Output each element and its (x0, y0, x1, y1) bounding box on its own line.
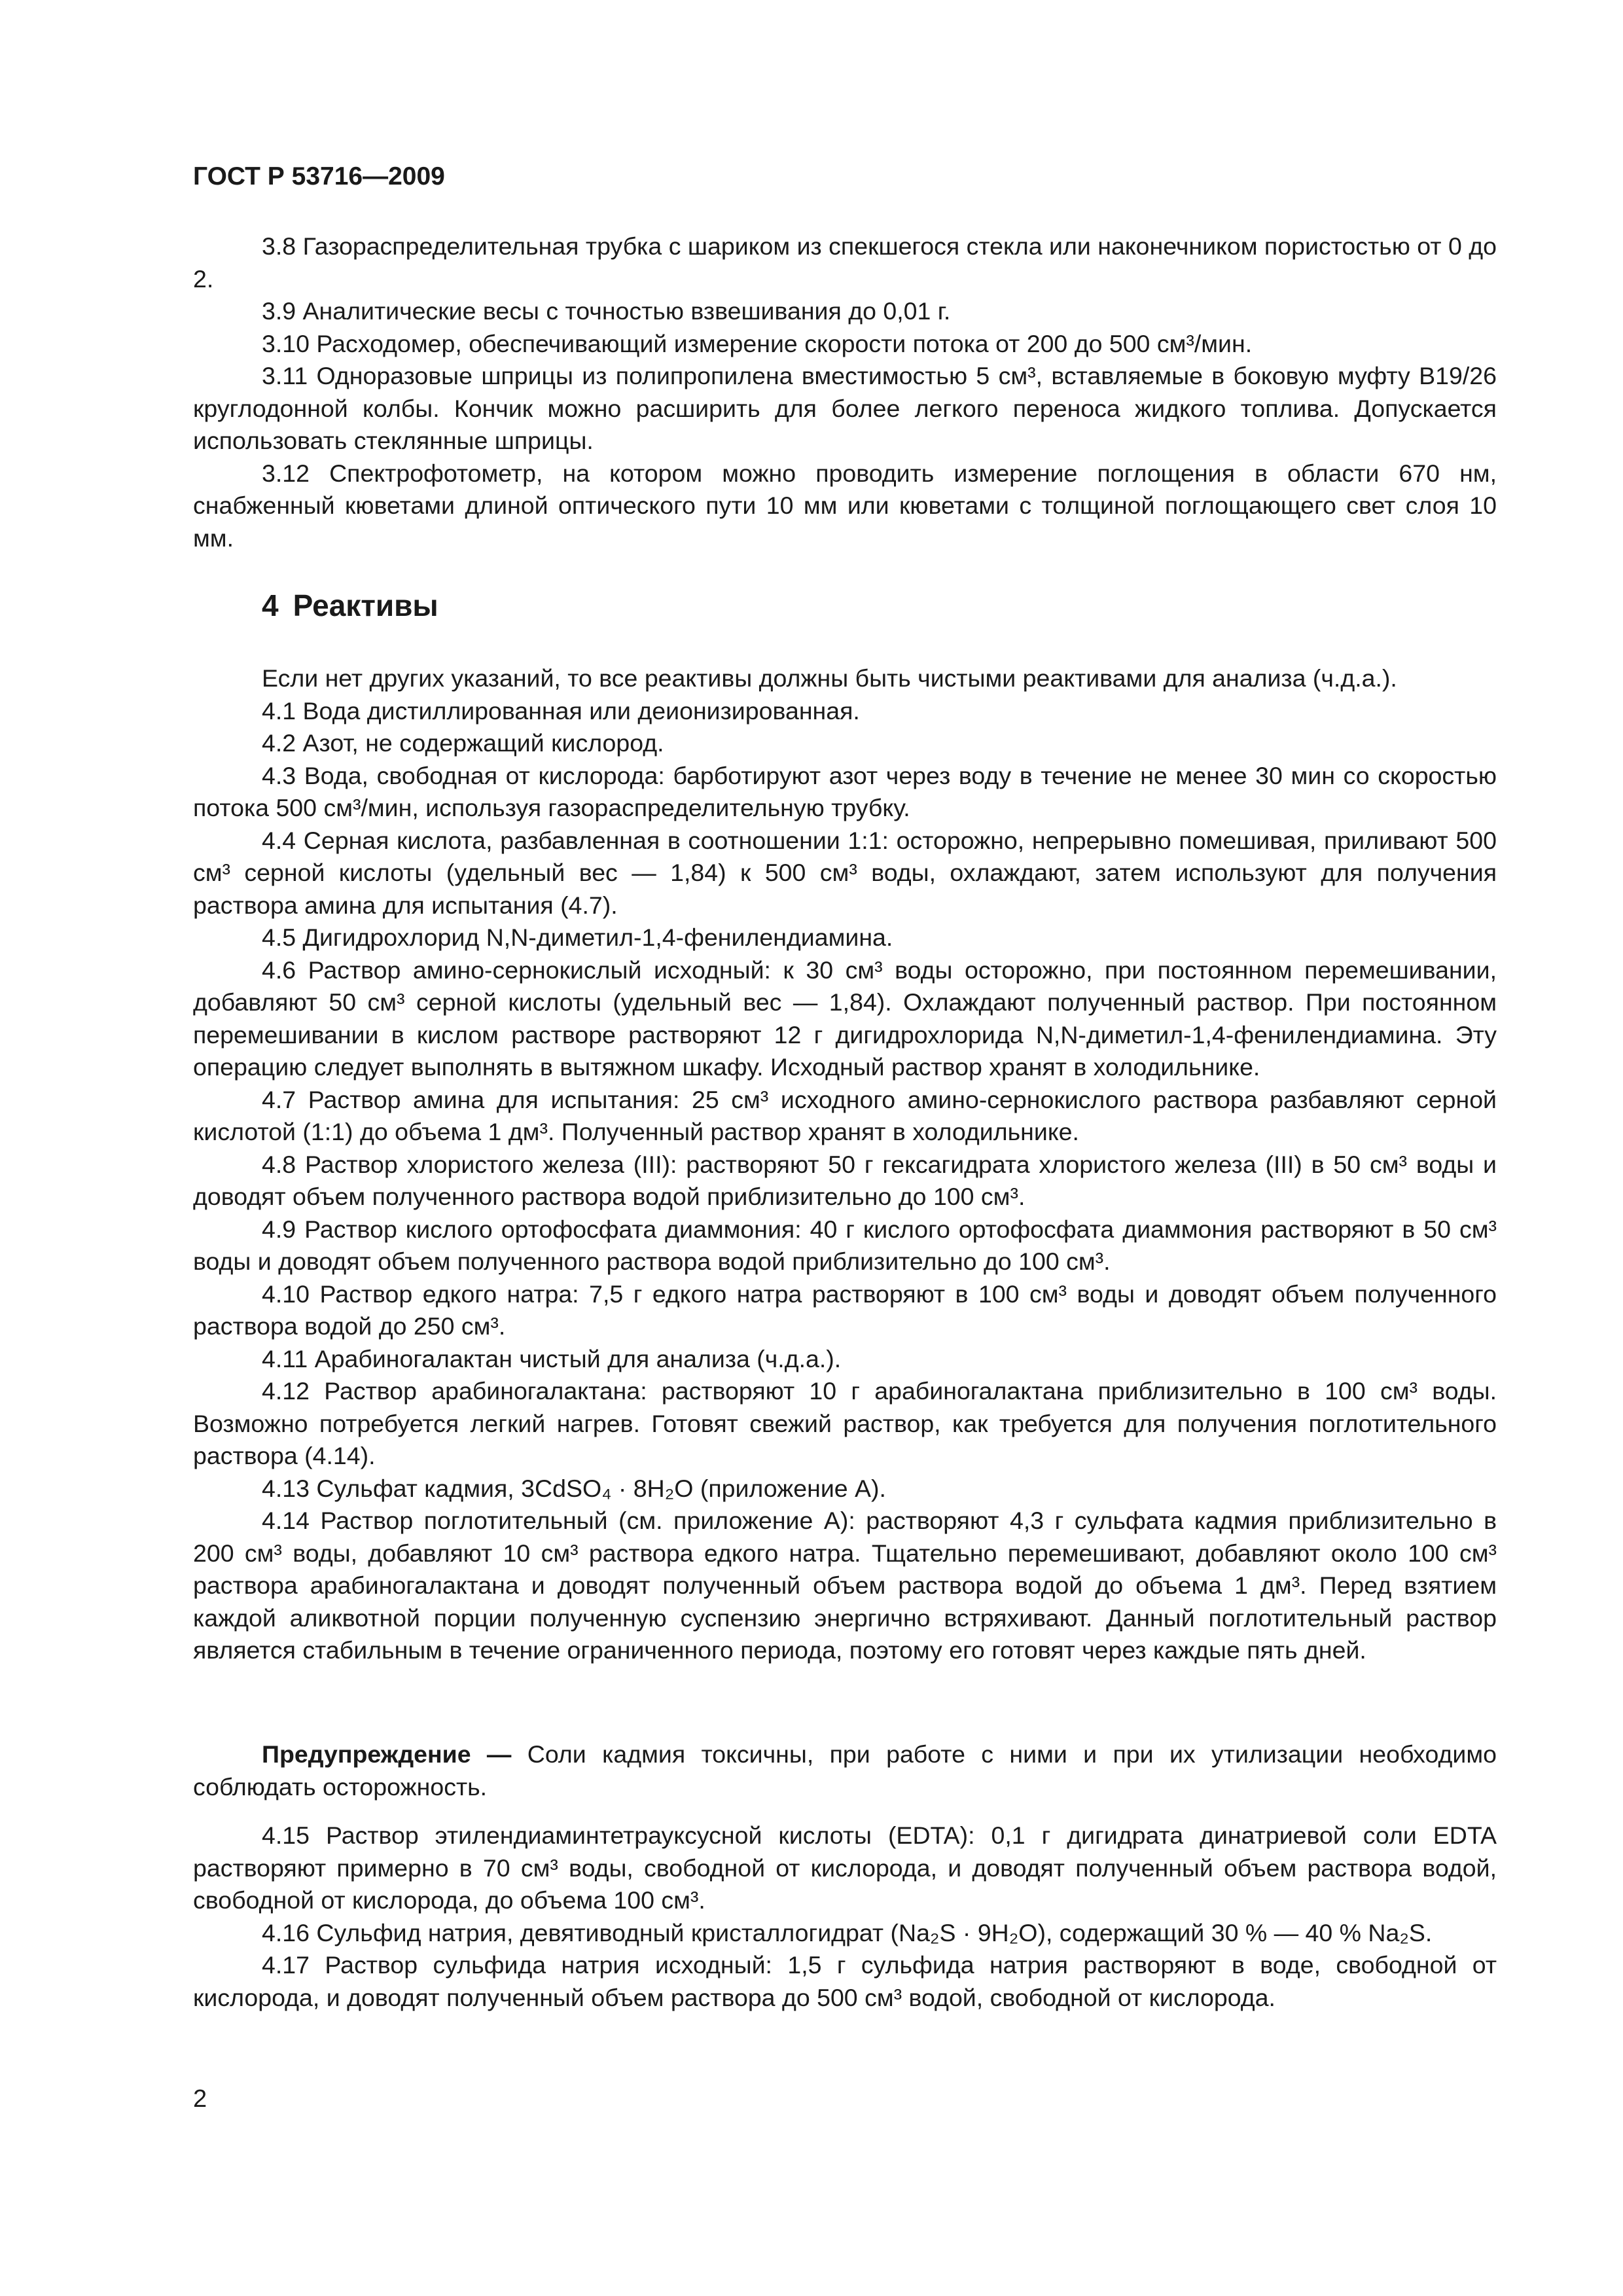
warning-text: Соли кадмия токсичны, при работе с ними и при их утилизации необходимо соблюдать осторожность. (193, 1740, 1497, 1801)
item-4-1: 4.1 Вода дистиллированная или деионизированная. (262, 696, 860, 725)
section-4-items-continued (193, 1820, 1497, 2014)
section-3-items (193, 230, 1497, 554)
item-4-7: 4.7 Раствор амина для испытания: 25 см³ исходного амино-сернокислого раствора разбавляют серной кислотой (1:1) до объема 1 дм³. Полученный раствор хранят в холодильнике. (193, 1085, 1497, 1145)
item-4-12: 4.12 Раствор арабиногалактана: растворяют 10 г арабиногалактана приблизительно в 100 см³ воды. Возможно потребуется легкий нагрев. Готовят свежий раствор, как требуется для получения поглотительного раствора (4.14). (193, 1377, 1497, 1469)
page-number: 2 (193, 2085, 207, 2113)
item-4-3: 4.3 Вода, свободная от кислорода: барботируют азот через воду в течение не менее 30 мин со скоростью потока 500 см³/мин, используя газораспределительную трубку. (193, 761, 1497, 821)
item-4-16: 4.16 Сульфид натрия, девятиводный кристаллогидрат (Na₂S · 9H₂O), содержащий 30 % — 40 % Na₂S. (262, 1918, 1433, 1946)
item-3-11: 3.11 Одноразовые шприцы из полипропилена вместимостью 5 см³, вставляемые в боковую муфту B19/26 круглодонной колбы. Кончик можно расширить для более легкого переноса жидкого топлива. Допускается использовать стеклянные шприцы. (193, 362, 1497, 454)
item-3-12: 3.12 Спектрофотометр, на котором можно проводить измерение поглощения в области 670 нм, снабженный кюветами длиной оптического пути 10 мм или кюветами с толщиной поглощающего свет слоя 10 мм. (193, 459, 1497, 552)
item-3-10: 3.10 Расходомер, обеспечивающий измерение скорости потока от 200 до 500 см³/мин. (262, 329, 1253, 357)
section-4-number: 4 (262, 588, 279, 622)
warning-note (193, 1738, 1497, 1803)
section-4-items (193, 662, 1497, 1667)
item-4-9: 4.9 Раствор кислого ортофосфата диаммония: 40 г кислого ортофосфата диаммония растворяют в 50 см³ воды и доводят объем полученного раствора водой приблизительно до 100 см³. (193, 1215, 1497, 1275)
item-4-8: 4.8 Раствор хлористого железа (III): растворяют 50 г гексагидрата хлористого железа (III) в 50 см³ воды и доводят объем полученного раствора водой приблизительно до 100 см³. (193, 1150, 1497, 1210)
item-4-17: 4.17 Раствор сульфида натрия исходный: 1,5 г сульфида натрия растворяют в воде, свободной от кислорода, и доводят полученный объем раствора до 500 см³ водой, свободной от кислорода. (193, 1951, 1497, 2011)
item-4-2: 4.2 Азот, не содержащий кислород. (262, 729, 664, 757)
item-3-9: 3.9 Аналитические весы с точностью взвешивания до 0,01 г. (262, 297, 951, 325)
item-4-6: 4.6 Раствор амино-сернокислый исходный: к 30 см³ воды осторожно, при постоянном перемешивании, добавляют 50 см³ серной кислоты (удельный вес — 1,84). Охлаждают полученный раствор. При постоянном перемешивании в кислом растворе растворяют 12 г дигидрохлорида N,N-диметил-1,4-фенилендиамина. Эту операцию следует выполнять в вытяжном шкафу. Исходный раствор хранят в холодильнике. (193, 956, 1497, 1081)
item-3-8: 3.8 Газораспределительная трубка с шариком из спекшегося стекла или наконечником пористостью от 0 до 2. (193, 232, 1497, 293)
item-4-10: 4.10 Раствор едкого натра: 7,5 г едкого натра растворяют в 100 см³ воды и доводят объем полученного раствора водой до 250 см³. (193, 1280, 1497, 1340)
item-4-14: 4.14 Раствор поглотительный (см. приложение А): растворяют 4,3 г сульфата кадмия приблизительно в 200 см³ воды, добавляют 10 см³ раствора едкого натра. Тщательно перемешивают, добавляют около 100 см³ раствора арабиногалактана и доводят полученный объем раствора водой до объема 1 дм³. Перед взятием каждой аликвотной порции полученную суспензию энергично встряхивают. Данный поглотительный раствор является стабильным в течение ограниченного периода, поэтому его готовят через каждые пять дней. (193, 1507, 1497, 1664)
warning-label: Предупреждение — (262, 1740, 512, 1768)
section-4-title: Реактивы (293, 588, 438, 622)
item-4-13: 4.13 Сульфат кадмия, 3CdSO₄ · 8H₂O (приложение А). (262, 1474, 886, 1502)
item-4-15: 4.15 Раствор этилендиаминтетрауксусной кислоты (EDTA): 0,1 г дигидрата динатриевой соли EDTA растворяют примерно в 70 см³ воды, свободной от кислорода, и доводят полученный объем раствора водой, свободной от кислорода, до объема 100 см³. (193, 1821, 1497, 1914)
item-4-4: 4.4 Серная кислота, разбавленная в соотношении 1:1: осторожно, непрерывно помешивая, приливают 500 см³ серной кислоты (удельный вес — 1,84) к 500 см³ воды, охлаждают, затем используют для получения раствора амина для испытания (4.7). (193, 826, 1497, 919)
section-4-intro: Если нет других указаний, то все реактивы должны быть чистыми реактивами для анализа (ч.д.а.). (262, 664, 1397, 692)
section-4-heading (262, 588, 438, 623)
document-header: ГОСТ Р 53716—2009 (193, 162, 445, 190)
item-4-5: 4.5 Дигидрохлорид N,N-диметил-1,4-фенилендиамина. (262, 924, 893, 951)
item-4-11: 4.11 Арабиногалактан чистый для анализа (ч.д.а.). (262, 1344, 842, 1372)
